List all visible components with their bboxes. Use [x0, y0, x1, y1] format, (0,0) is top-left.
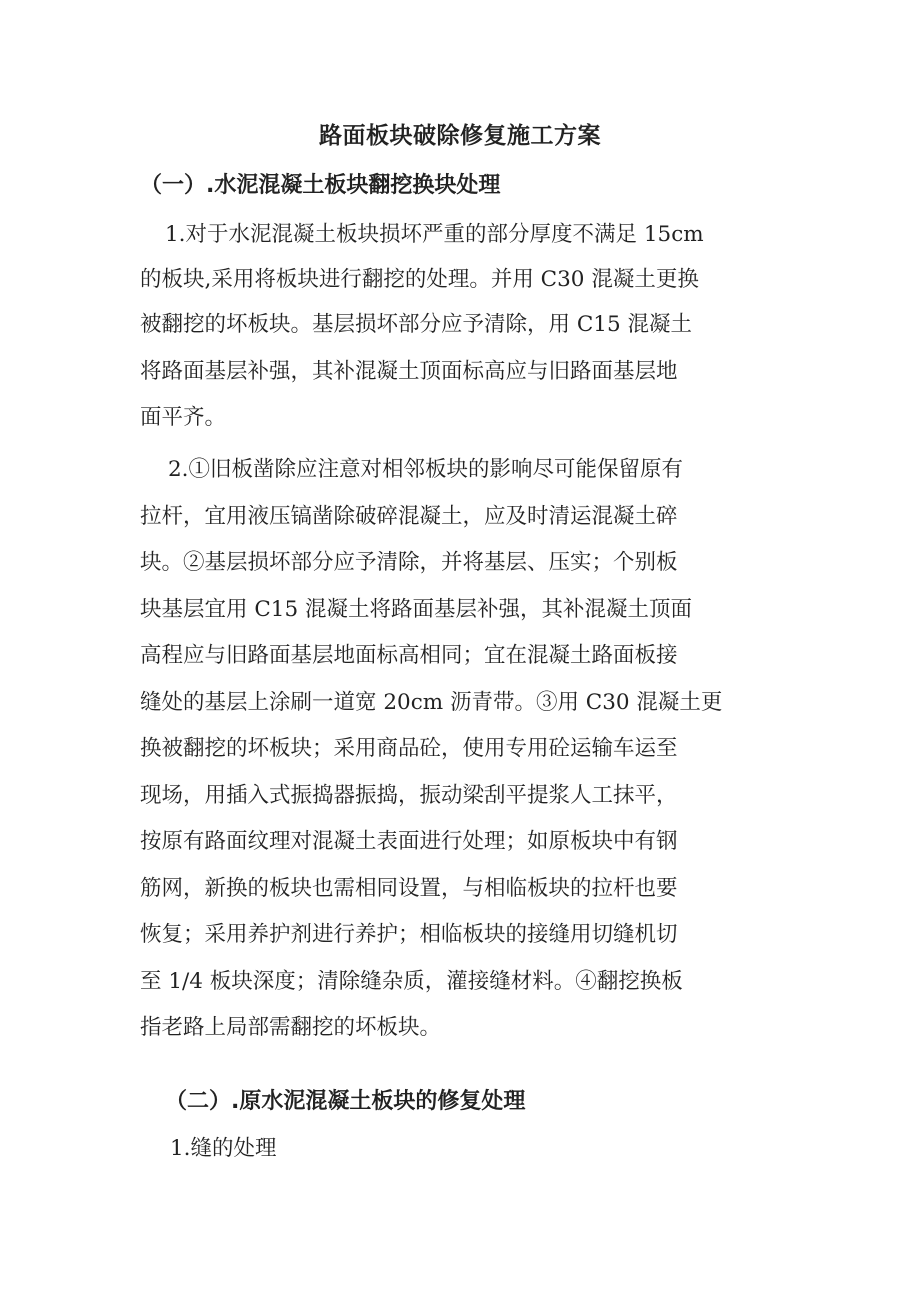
section-heading-1: （一）.水泥混凝土板块翻挖换块处理 [140, 173, 501, 198]
document-title: 路面板块破除修复施工方案 [319, 123, 601, 149]
paragraph-line: 高程应与旧路面基层地面标高相同；宜在混凝土路面板接 [140, 643, 678, 668]
paragraph-line: 的板块,采用将板块进行翻挖的处理。并用 C30 混凝土更换 [140, 267, 699, 292]
paragraph-line: 面平齐。 [140, 405, 227, 430]
paragraph-line: 将路面基层补强，其补混凝土顶面标高应与旧路面基层地 [140, 359, 678, 384]
paragraph-line: 按原有路面纹理对混凝土表面进行处理；如原板块中有钢 [140, 829, 678, 854]
list-item: 1.缝的处理 [170, 1136, 277, 1161]
paragraph-line: 换被翻挖的坏板块；采用商品砼，使用专用砼运输车运至 [140, 736, 678, 761]
section-heading-2: （二）.原水泥混凝土板块的修复处理 [165, 1089, 526, 1114]
paragraph-line: 块。②基层损坏部分应予清除，并将基层、压实；个别板 [140, 550, 678, 575]
paragraph-line: 现场，用插入式振捣器振捣，振动梁刮平提浆人工抹平， [140, 783, 678, 808]
paragraph-line: 恢复；采用养护剂进行养护；相临板块的接缝用切缝机切 [140, 922, 678, 947]
paragraph-line: 缝处的基层上涂刷一道宽 20cm 沥青带。③用 C30 混凝土更 [140, 690, 723, 715]
paragraph-line: 指老路上局部需翻挖的坏板块。 [140, 1015, 442, 1040]
paragraph-line: 拉杆，宜用液压镐凿除破碎混凝土，应及时清运混凝土碎 [140, 504, 678, 529]
paragraph-line: 筋网，新换的板块也需相同设置，与相临板块的拉杆也要 [140, 876, 678, 901]
paragraph-line: 2.①旧板凿除应注意对相邻板块的影响尽可能保留原有 [168, 457, 684, 482]
paragraph-line: 块基层宜用 C15 混凝土将路面基层补强，其补混凝土顶面 [140, 597, 692, 622]
paragraph-line: 至 1/4 板块深度；清除缝杂质，灌接缝材料。④翻挖换板 [140, 969, 683, 994]
paragraph-line: 1.对于水泥混凝土板块损坏严重的部分厚度不满足 15cm [165, 222, 704, 247]
paragraph-line: 被翻挖的坏板块。基层损坏部分应予清除，用 C15 混凝土 [140, 312, 692, 337]
